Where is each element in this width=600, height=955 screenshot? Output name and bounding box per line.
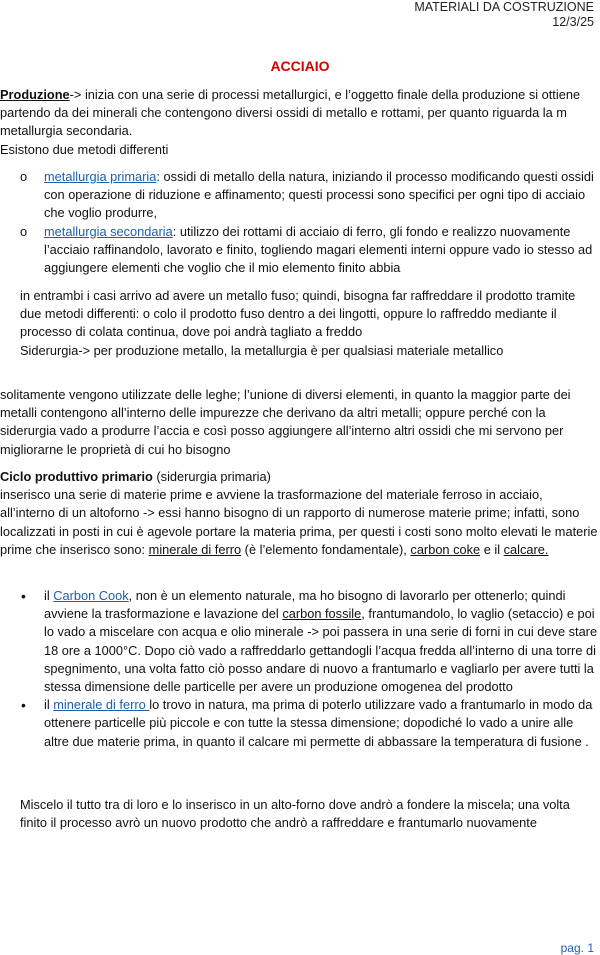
ciclo-text-b: (è l’elemento fondamentale), xyxy=(241,541,411,557)
minerale-di-ferro-term: minerale di ferro xyxy=(148,541,242,557)
ciclo-paragraph xyxy=(0,486,600,559)
list-item xyxy=(0,696,600,751)
bullet-text-a: , non è un elemento naturale, ma ho bisogno di lavorarlo per ottenerlo; quindi avviene la trasformazione e lavazione del xyxy=(44,588,566,622)
document-title: ACCIAIO xyxy=(270,58,330,74)
carbon-cook-link[interactable]: Carbon Cook xyxy=(53,588,129,603)
produzione-section xyxy=(0,86,600,159)
minerale-di-ferro-link[interactable]: minerale di ferro xyxy=(53,697,150,713)
carbon-coke-term: carbon coke xyxy=(410,541,481,557)
bullets-container xyxy=(0,587,600,751)
calcare-term: calcare. xyxy=(503,541,549,557)
metodi-intro: Esistono due metodi differenti xyxy=(0,141,169,157)
metodi-list xyxy=(0,168,600,277)
list-marker: o xyxy=(20,169,28,184)
ciclo-section xyxy=(0,468,600,559)
miscelo-paragraph: Miscelo il tutto tra di loro e lo inserisco in un alto-forno dove andrò a fondere la miscela; una volta finito il processo avrò un nuovo prodotto che andrò a raffreddare e frantumarlo nuovamente xyxy=(20,797,570,831)
bullet-pre: il xyxy=(44,697,54,713)
ciclo-text-a: inserisco una serie di materie prime e avviene la trasformazione del materiale ferroso in acciaio, all’interno di un altoforno -> essi hanno bisogno di un rapporto di numerose materie prime; infatti, sono localizzati in posti in cui è agevole portare la materia prima, per questi i costi sono molto elevati le materie prime che inserisco sono: xyxy=(0,487,598,557)
leghe-section xyxy=(0,386,600,459)
page-number: pag. 1 xyxy=(560,941,594,955)
list-item xyxy=(0,168,600,223)
ciclo-heading xyxy=(0,468,600,486)
list-item xyxy=(0,223,600,278)
carbon-fossile-term: carbon fossile xyxy=(282,606,362,622)
ciclo-label: Ciclo produttivo primario xyxy=(0,469,153,484)
bullet-marker: • xyxy=(21,588,26,604)
miscelo-section xyxy=(0,796,600,832)
bullet-text-b: , frantumandolo, lo vaglio (setaccio) e poi lo vado a miscelare con acqua e olio minerale -> poi passera in una serie di forni in cui deve stare 18 ore a 1000°C. Dopo ciò vado a raffreddarlo gettandogli l’acqua fredda all’interno di una torre di spegnimento, una volta fatto ciò posso andare di nuovo a frantumarlo e vagliarlo per avere tutti la stessa dimensione delle particelle per avere un produzione omogenea del prodotto xyxy=(44,606,598,695)
bullet-marker: • xyxy=(21,697,26,714)
bullet-text-a: lo trovo in natura, ma prima di poterlo utilizzare vado a frantumarlo in modo da ottenere particelle più piccole e con tutte la stessa dimensione; dopodiché lo vado a unire alle altre due materie prima, in quanto il calcare mi permette di abbassare la temperatura di fusione . xyxy=(44,697,593,749)
page-header xyxy=(414,0,594,30)
list-item xyxy=(0,587,600,696)
ciclo-paren: (siderurgia primaria) xyxy=(152,469,271,484)
entrambi-paragraph: in entrambi i casi arrivo ad avere un metallo fuso; quindi, bisogna far raffreddare il prodotto tramite due metodi differenti: o colo il prodotto fuso dentro a dei lingotti, oppure lo raffreddo mediante il processo di colata continua, dove poi andrà tagliato a freddo xyxy=(20,288,576,340)
list-item-text: : utilizzo dei rottami di acciaio di ferro, gli fondo e realizzo nuovamente l’acciaio raffinandolo, lavorato e finito, togliendo magari elementi interni oppure vado io stesso ad aggiungere elementi che voglio che il mio elemento finito abbia xyxy=(44,223,593,276)
list-marker: o xyxy=(20,223,28,239)
produzione-label: Produzione xyxy=(0,87,70,102)
bullet-list xyxy=(0,587,600,751)
metodi-list-container xyxy=(0,168,600,277)
bullet-pre: il xyxy=(44,588,54,603)
list-item-text: : ossidi di metallo della natura, iniziando il processo modificando questi ossidi con operazione di riduzione e affinamento; questi processi sono specifici per ogni tipo di acciaio che voglio produrre, xyxy=(44,169,594,221)
header-date: 12/3/25 xyxy=(552,15,594,29)
ciclo-text-c: e il xyxy=(480,541,504,557)
header-title: MATERIALI DA COSTRUZIONE xyxy=(414,0,594,14)
entrambi-section xyxy=(0,287,600,360)
produzione-paragraph xyxy=(0,86,600,141)
leghe-paragraph: solitamente vengono utilizzate delle leghe; l’unione di diversi elementi, in quanto la maggior parte dei metalli contengono all’interno delle impurezze che derivano da altri metalli; oppure perché con la siderurgia vado a produrre l’accia e così posso aggiungere all’interno altri ossidi che mi servono per migliorarne le proprietà di cui ho bisogno xyxy=(0,387,571,457)
metallurgia-primaria-link[interactable]: metallurgia primaria xyxy=(44,169,157,184)
metallurgia-secondaria-link[interactable]: metallurgia secondaria xyxy=(44,223,173,239)
produzione-text: -> inizia con una serie di processi metallurgici, e l’oggetto finale della produzione si ottiene partendo da dei minerali che contengono diversi ossidi di metallo e rottami, per quanto riguarda la m metallurgia secondaria. xyxy=(0,87,581,139)
siderurgia-paragraph: Siderurgia-> per produzione metallo, la metallurgia è per qualsiasi materiale metallico xyxy=(20,342,504,358)
